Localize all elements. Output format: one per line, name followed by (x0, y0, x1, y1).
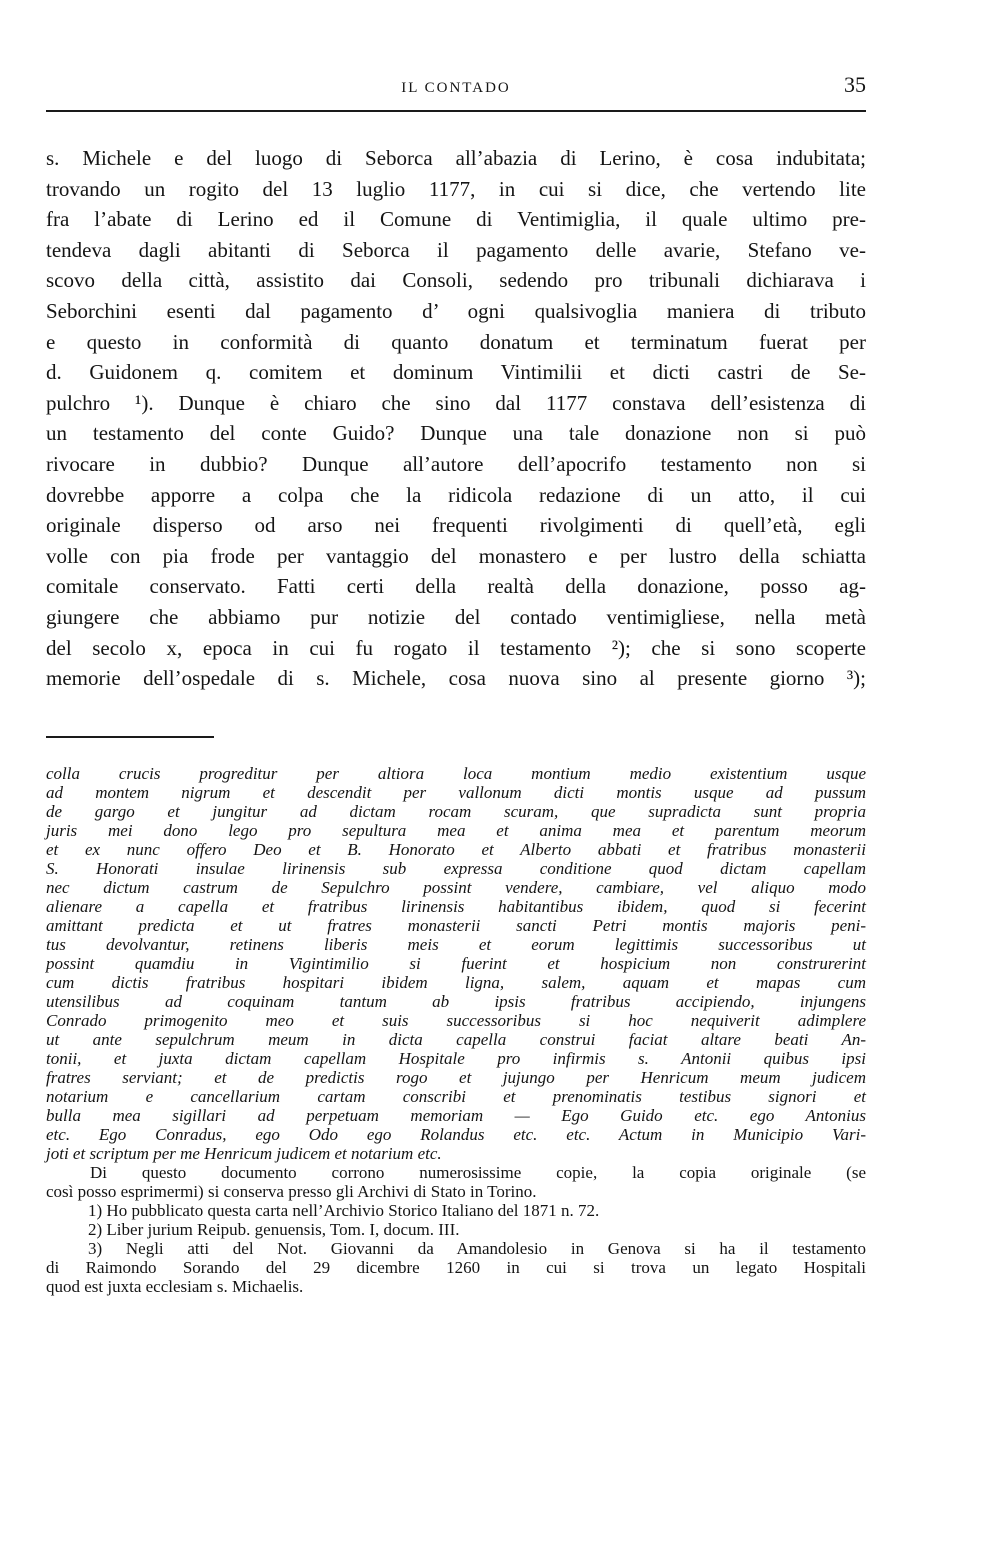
body-line: d. Guidonem q. comitem et dominum Vintimilii et dicti castri de Se- (46, 360, 866, 385)
note-text-line: così posso esprimermi) si conserva presso gli Archivi di Stato in Torino. (46, 1182, 537, 1201)
latin-note-line: nec dictum castrum de Sepulchro possint vendere, cambiare, vel aliquo modo (46, 878, 866, 897)
body-line: volle con pia frode per vantaggio del monastero e per lustro della schiatta (46, 543, 866, 568)
body-line: s. Michele e del luogo di Seborca all’abazia di Lerino, è cosa indubitata; (46, 146, 866, 170)
body-line: trovando un rogito del 13 luglio 1177, in cui si dice, che vertendo lite (46, 176, 866, 201)
latin-note-line: etc. Ego Conradus, ego Odo ego Rolandus etc. etc. Actum in Municipio Vari- (46, 1125, 866, 1144)
latin-note-line: fratres serviant; et de predictis rogo et jujungo per Henricum meum judicem (46, 1068, 866, 1087)
latin-note-line: ad montem nigrum et descendit per vallonum dicti montis usque ad pussum (46, 783, 866, 802)
latin-note-line: notarium e cancellarium cartam conscribi et prenominatis testibus signori et (46, 1087, 866, 1106)
latin-note-line: alienare a capella et fratribus lirinensis habitantibus ibidem, quod si fecerint (46, 897, 866, 916)
footnote-1: 1) Ho pubblicato questa carta nell’Archivio Storico Italiano del 1871 n. 72. (88, 1201, 600, 1220)
footnote-2: 2) Liber jurium Reipub. genuensis, Tom. I, docum. III. (88, 1220, 460, 1239)
footnote-rule (46, 736, 214, 738)
body-line: originale disperso od arso nei frequenti rivolgimenti di quell’età, egli (46, 513, 866, 538)
latin-note-line: possint quamdiu in Vigintimilio si fuerint et hospicium non construrerint (46, 954, 866, 973)
latin-note-line: cum dictis fratribus hospitari ibidem ligna, salem, aquam et mapas cum (46, 973, 866, 992)
latin-note-line: et ex nunc offero Deo et B. Honorato et Alberto abbati et fratribus monasterii (46, 840, 866, 859)
page-header (46, 72, 866, 112)
latin-note-line: tus devolvantur, retinens liberis meis et eorum legittimis successoribus ut (46, 935, 866, 954)
footnotes-area (46, 764, 866, 1296)
page-number: 35 (844, 72, 866, 97)
latin-note-line: bulla mea sigillari ad perpetuam memoriam — Ego Guido etc. ego Antonius (46, 1106, 866, 1125)
latin-note-line: colla crucis progreditur per altiora loca montium medio existentium usque (46, 764, 866, 783)
latin-note-line: de gargo et jungitur ad dictam rocam scuram, que supradicta sunt propria (46, 802, 866, 821)
body-line: e questo in conformità di quanto donatum et terminatum fuerat per (46, 329, 866, 354)
body-text (46, 143, 866, 694)
body-line: Seborchini esenti dal pagamento d’ ogni qualsivoglia maniera di tributo (46, 298, 866, 323)
body-line: giungere che abbiamo pur notizie del contado ventimigliese, nella metà (46, 604, 866, 629)
latin-note-line: Conrado primogenito meo et suis successoribus si hoc nequiverit adimplere (46, 1011, 866, 1030)
latin-note-line: juris mei dono lego pro sepultura mea et anima mea et parentum meorum (46, 821, 866, 840)
body-line: tendeva dagli abitanti di Seborca il pagamento delle avarie, Stefano ve- (46, 237, 866, 262)
body-line: del secolo x, epoca in cui fu rogato il testamento ²); che si sono scoperte (46, 635, 866, 660)
body-line: fra l’abate di Lerino ed il Comune di Ventimiglia, il quale ultimo pre- (46, 207, 866, 232)
latin-note-line: utensilibus ad coquinam tantum ab ipsis fratribus accipiendo, injungens (46, 992, 866, 1011)
running-head: IL CONTADO (401, 80, 511, 96)
footnote-3-line-3: quod est juxta ecclesiam s. Michaelis. (46, 1277, 304, 1296)
latin-note-line: amittant predicta et ut fratres monasterii sancti Petri montis majoris peni- (46, 916, 866, 935)
body-line: rivocare in dubbio? Dunque all’autore dell’apocrifo testamento non si (46, 451, 866, 476)
body-line: pulchro ¹). Dunque è chiaro che sino dal 1177 constava dell’esistenza di (46, 390, 866, 415)
body-line: memorie dell’ospedale di s. Michele, cosa nuova sino al presente giorno ³); (46, 666, 866, 691)
footnote-3-line-2: di Raimondo Sorando del 29 dicembre 1260 in cui si trova un legato Hospitali (46, 1258, 866, 1277)
latin-note-line: S. Honorati insulae lirinensis sub expressa conditione quod dictam capellam (46, 859, 866, 878)
body-line: scovo della città, assistito dai Consoli, sedendo pro tribunali dichiarava i (46, 268, 866, 293)
body-line: comitale conservato. Fatti certi della realtà della donazione, posso ag- (46, 574, 866, 599)
latin-note-line: joti et scriptum per me Henricum judicem et notarium etc. (46, 1144, 442, 1163)
header-rule (46, 110, 866, 112)
latin-note-line: tonii, et juxta dictam capellam Hospitale pro infirmis s. Antonii quibus ipsi (46, 1049, 866, 1068)
body-line: un testamento del conte Guido? Dunque una tale donazione non si può (46, 421, 866, 446)
note-text-line: Di questo documento corrono numerosissime copie, la copia originale (se (90, 1163, 866, 1182)
body-line: dovrebbe apporre a colpa che la ridicola redazione di un atto, il cui (46, 482, 866, 507)
latin-note-line: ut ante sepulchrum meum in dicta capella construi faciat altare beati An- (46, 1030, 866, 1049)
footnote-3-line-1: 3) Negli atti del Not. Giovanni da Amandolesio in Genova si ha il testamento (88, 1239, 866, 1258)
